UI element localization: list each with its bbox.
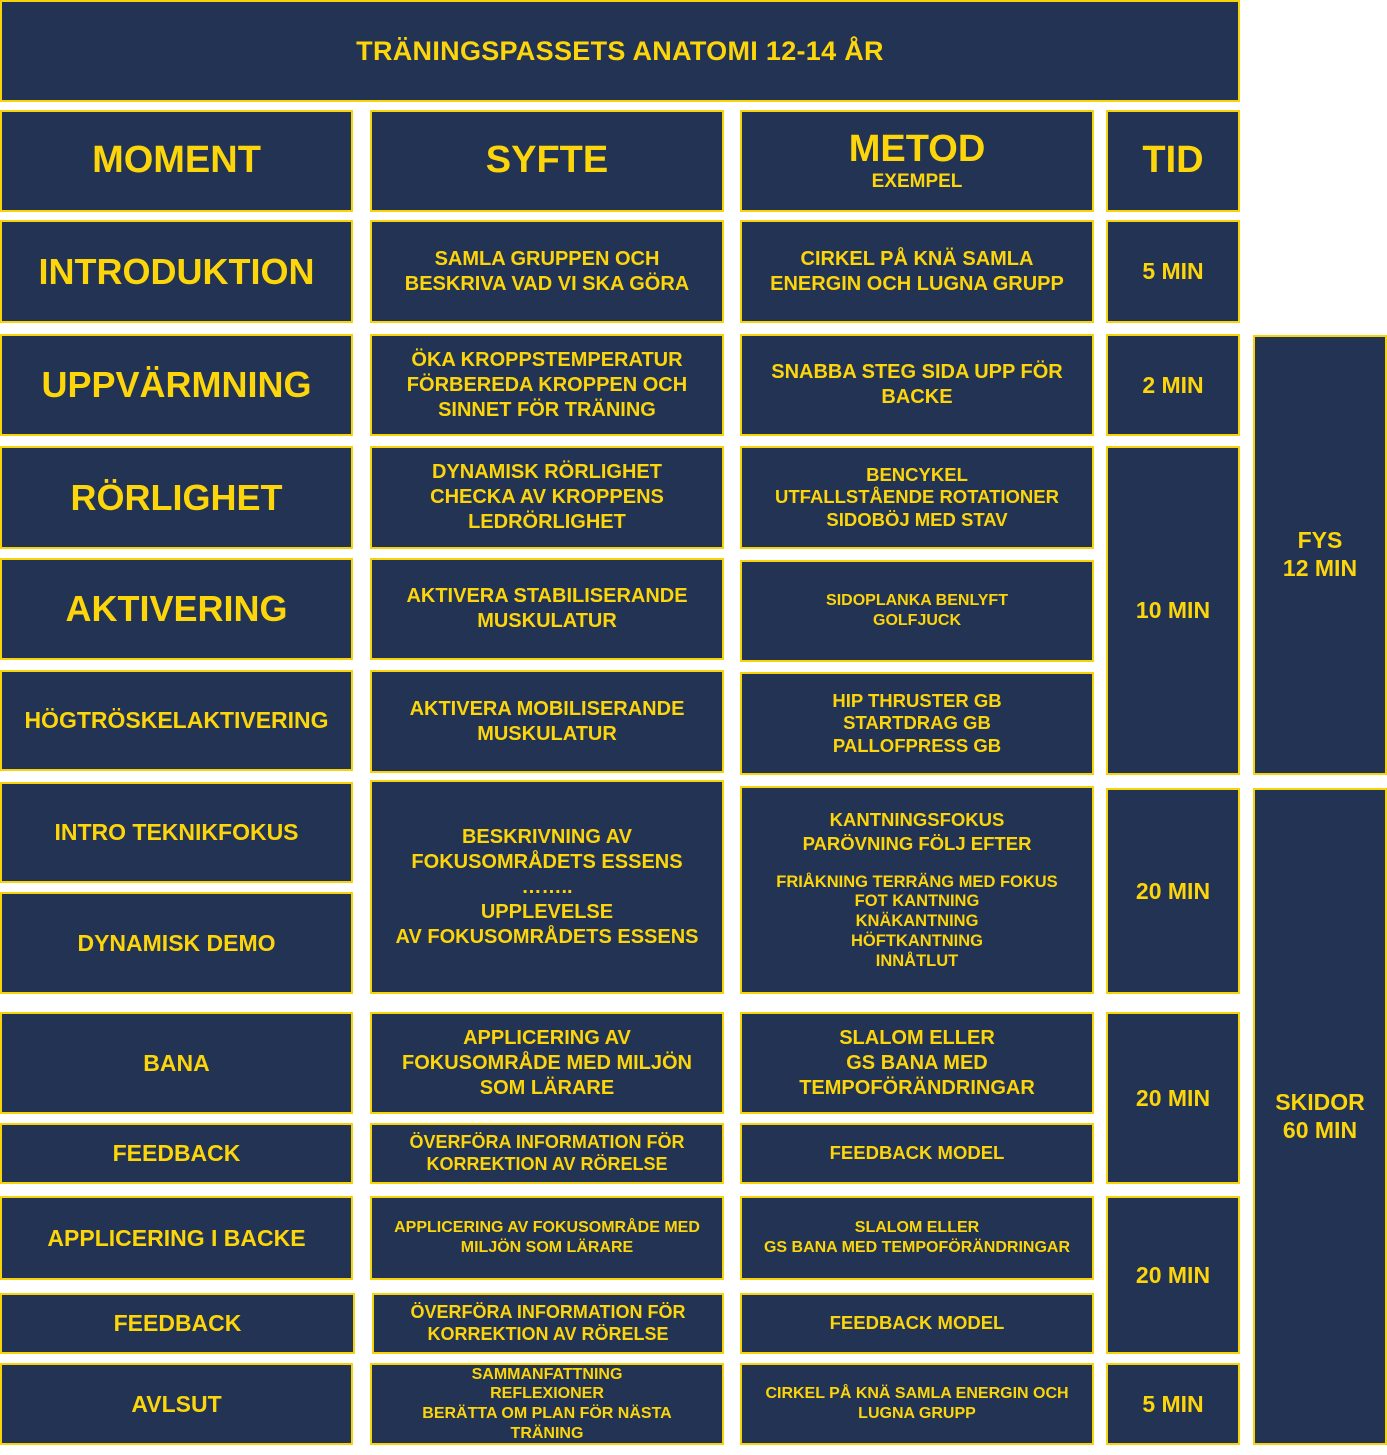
tid-teknik-block: 20 MIN (1106, 788, 1240, 994)
total-fys: FYS 12 MIN (1253, 335, 1387, 775)
syfte-hogtroskelaktivering: AKTIVERA MOBILISERANDE MUSKULATUR (370, 670, 724, 773)
metod-teknikfokus (740, 786, 1094, 994)
metod-rorlighet: BENCYKEL UTFALLSTÅENDE ROTATIONER SIDOBÖJ MED STAV (740, 446, 1094, 549)
header-metod (740, 110, 1094, 212)
moment-feedback-2: FEEDBACK (0, 1293, 355, 1354)
moment-aktivering: AKTIVERING (0, 558, 353, 660)
metod-aktivering: SIDOPLANKA BENLYFT GOLFJUCK (740, 560, 1094, 662)
tid-uppvarmning: 2 MIN (1106, 334, 1240, 436)
header-moment: MOMENT (0, 110, 353, 212)
total-skidor: SKIDOR 60 MIN (1253, 788, 1387, 1445)
syfte-feedback-2: ÖVERFÖRA INFORMATION FÖR KORREKTION AV RÖRELSE (372, 1293, 724, 1354)
syfte-avslut: SAMMANFATTNING REFLEXIONER BERÄTTA OM PLAN FÖR NÄSTA TRÄNING (370, 1363, 724, 1445)
header-syfte: SYFTE (370, 110, 724, 212)
metod-feedback-1: FEEDBACK MODEL (740, 1123, 1094, 1184)
metod-bana: SLALOM ELLER GS BANA MED TEMPOFÖRÄNDRINGAR (740, 1012, 1094, 1114)
page-title: TRÄNINGSPASSETS ANATOMI 12-14 ÅR (0, 0, 1240, 102)
moment-intro-teknikfokus: INTRO TEKNIKFOKUS (0, 782, 353, 883)
metod-introduktion: CIRKEL PÅ KNÄ SAMLA ENERGIN OCH LUGNA GRUPP (740, 220, 1094, 323)
metod-teknikfokus-secondary: FRIÅKNING TERRÄNG MED FOKUS FOT KANTNING KNÄKANTNING HÖFTKANTNING INNÅTLUT (776, 872, 1058, 970)
syfte-teknikfokus: BESKRIVNING AV FOKUSOMRÅDETS ESSENS …….. UPPLEVELSE AV FOKUSOMRÅDETS ESSENS (370, 780, 724, 994)
tid-aktivering-block: 10 MIN (1106, 446, 1240, 775)
metod-applicering-i-backe: SLALOM ELLER GS BANA MED TEMPOFÖRÄNDRINGAR (740, 1196, 1094, 1280)
metod-teknikfokus-primary: KANTNINGSFOKUS PARÖVNING FÖLJ EFTER (802, 809, 1032, 854)
metod-feedback-2: FEEDBACK MODEL (740, 1293, 1094, 1354)
moment-dynamisk-demo: DYNAMISK DEMO (0, 892, 353, 994)
header-tid: TID (1106, 110, 1240, 212)
header-metod-label: METOD (848, 128, 986, 171)
metod-avslut: CIRKEL PÅ KNÄ SAMLA ENERGIN OCH LUGNA GRUPP (740, 1363, 1094, 1445)
moment-feedback-1: FEEDBACK (0, 1123, 353, 1184)
tid-bana-block: 20 MIN (1106, 1012, 1240, 1184)
header-metod-sub: EXEMPEL (871, 170, 963, 192)
tid-backe-block: 20 MIN (1106, 1196, 1240, 1354)
syfte-bana: APPLICERING AV FOKUSOMRÅDE MED MILJÖN SOM LÄRARE (370, 1012, 724, 1114)
syfte-uppvarmning: ÖKA KROPPSTEMPERATUR FÖRBEREDA KROPPEN OCH SINNET FÖR TRÄNING (370, 334, 724, 436)
syfte-rorlighet: DYNAMISK RÖRLIGHET CHECKA AV KROPPENS LEDRÖRLIGHET (370, 446, 724, 549)
tid-avslut: 5 MIN (1106, 1363, 1240, 1445)
metod-uppvarmning: SNABBA STEG SIDA UPP FÖR BACKE (740, 334, 1094, 436)
syfte-feedback-1: ÖVERFÖRA INFORMATION FÖR KORREKTION AV RÖRELSE (370, 1123, 724, 1184)
moment-bana: BANA (0, 1012, 353, 1114)
moment-uppvarmning: UPPVÄRMNING (0, 334, 353, 436)
moment-avslut: AVLSUT (0, 1363, 353, 1445)
syfte-introduktion: SAMLA GRUPPEN OCH BESKRIVA VAD VI SKA GÖRA (370, 220, 724, 323)
moment-hogtroskelaktivering: HÖGTRÖSKELAKTIVERING (0, 670, 353, 771)
moment-applicering-i-backe: APPLICERING I BACKE (0, 1196, 353, 1280)
syfte-aktivering: AKTIVERA STABILISERANDE MUSKULATUR (370, 558, 724, 660)
moment-rorlighet: RÖRLIGHET (0, 446, 353, 549)
metod-hogtroskelaktivering: HIP THRUSTER GB STARTDRAG GB PALLOFPRESS GB (740, 672, 1094, 775)
syfte-applicering-i-backe: APPLICERING AV FOKUSOMRÅDE MED MILJÖN SOM LÄRARE (370, 1196, 724, 1280)
moment-introduktion: INTRODUKTION (0, 220, 353, 323)
tid-introduktion: 5 MIN (1106, 220, 1240, 323)
